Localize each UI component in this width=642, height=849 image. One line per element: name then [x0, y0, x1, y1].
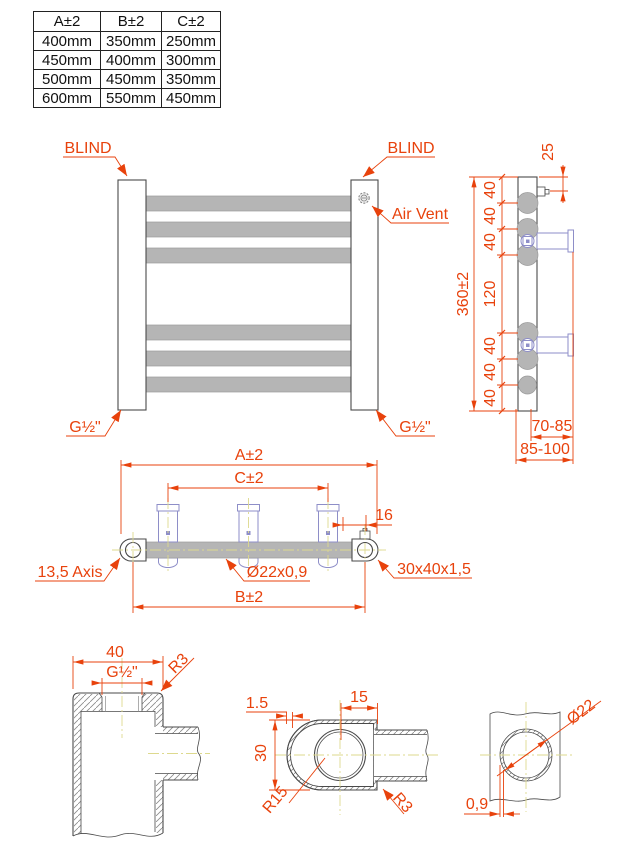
dim-r3-left: R3: [165, 650, 193, 678]
axis-label: 13,5 Axis: [37, 564, 103, 581]
vessel-outline: [73, 693, 163, 837]
air-vent-label: Air Vent: [391, 206, 449, 223]
dim-dia-22: Ø22: [564, 696, 599, 729]
dim-16: 16: [375, 507, 393, 524]
blind-left-label: BLIND: [64, 140, 112, 157]
detail-profile-section: [246, 689, 440, 817]
dim-85-100: 85-100: [520, 441, 570, 458]
dim-120: 120: [482, 280, 499, 308]
dim-40-2: 40: [482, 207, 499, 225]
detail-collector-section: [73, 644, 210, 837]
top-view: [35, 447, 472, 613]
cell: 600mm: [34, 89, 101, 108]
cell: 400mm: [101, 51, 162, 70]
front-view: [63, 140, 449, 436]
dim-b: B±2: [234, 589, 264, 606]
dim-40-4: 40: [482, 337, 499, 355]
col-header-b: B±2: [101, 12, 162, 32]
dim-15: 15: [350, 689, 368, 706]
cell: 550mm: [101, 89, 162, 108]
dim-30: 30: [253, 744, 270, 762]
tube-spec-label: Ø22x0,9: [246, 564, 308, 581]
front-left-collector: [118, 180, 146, 410]
cell: 400mm: [34, 32, 101, 51]
side-air-vent-screw: [537, 187, 549, 196]
blind-right-label: BLIND: [387, 140, 435, 157]
cell: 450mm: [34, 51, 101, 70]
dim-c: C±2: [234, 470, 264, 487]
cell: 350mm: [101, 32, 162, 51]
detail-tube-section: [464, 696, 601, 817]
dim-thread: G½": [106, 664, 138, 681]
cell: 350mm: [162, 70, 221, 89]
side-view: [455, 143, 574, 464]
detail-right-centerlines: [480, 702, 572, 812]
dim-r3-mid: R3: [389, 789, 416, 817]
dim-25: 25: [540, 143, 557, 161]
dim-wall-0-9: 0,9: [465, 796, 489, 813]
detail-left-dimensions: [73, 644, 194, 695]
thread-right-label: G½": [399, 419, 431, 436]
cell: 450mm: [162, 89, 221, 108]
dim-70-85: 70-85: [531, 418, 573, 435]
cell: 250mm: [162, 32, 221, 51]
thread-left-label: G½": [69, 419, 101, 436]
dim-40-5: 40: [482, 363, 499, 381]
col-header-a: A±2: [34, 12, 101, 32]
front-tubes: [142, 196, 355, 392]
col-header-c: C±2: [162, 12, 221, 32]
dim-40-6: 40: [482, 389, 499, 407]
vessel-hatching: [74, 694, 198, 834]
cell: 500mm: [34, 70, 101, 89]
air-vent-icon: [359, 193, 369, 203]
cell: 450mm: [101, 70, 162, 89]
front-right-collector: [351, 180, 378, 410]
dim-40-3: 40: [482, 233, 499, 251]
dim-r15: R15: [259, 783, 292, 817]
dim-wall-1-5: 1.5: [245, 695, 269, 712]
dim-40-1: 40: [482, 181, 499, 199]
cell: 300mm: [162, 51, 221, 70]
dim-a: A±2: [234, 447, 264, 464]
side-dimensions: [455, 143, 573, 464]
profile-spec-label: 30x40x1,5: [397, 561, 471, 578]
dim-40-width: 40: [106, 644, 124, 661]
dim-360: 360±2: [455, 271, 472, 317]
